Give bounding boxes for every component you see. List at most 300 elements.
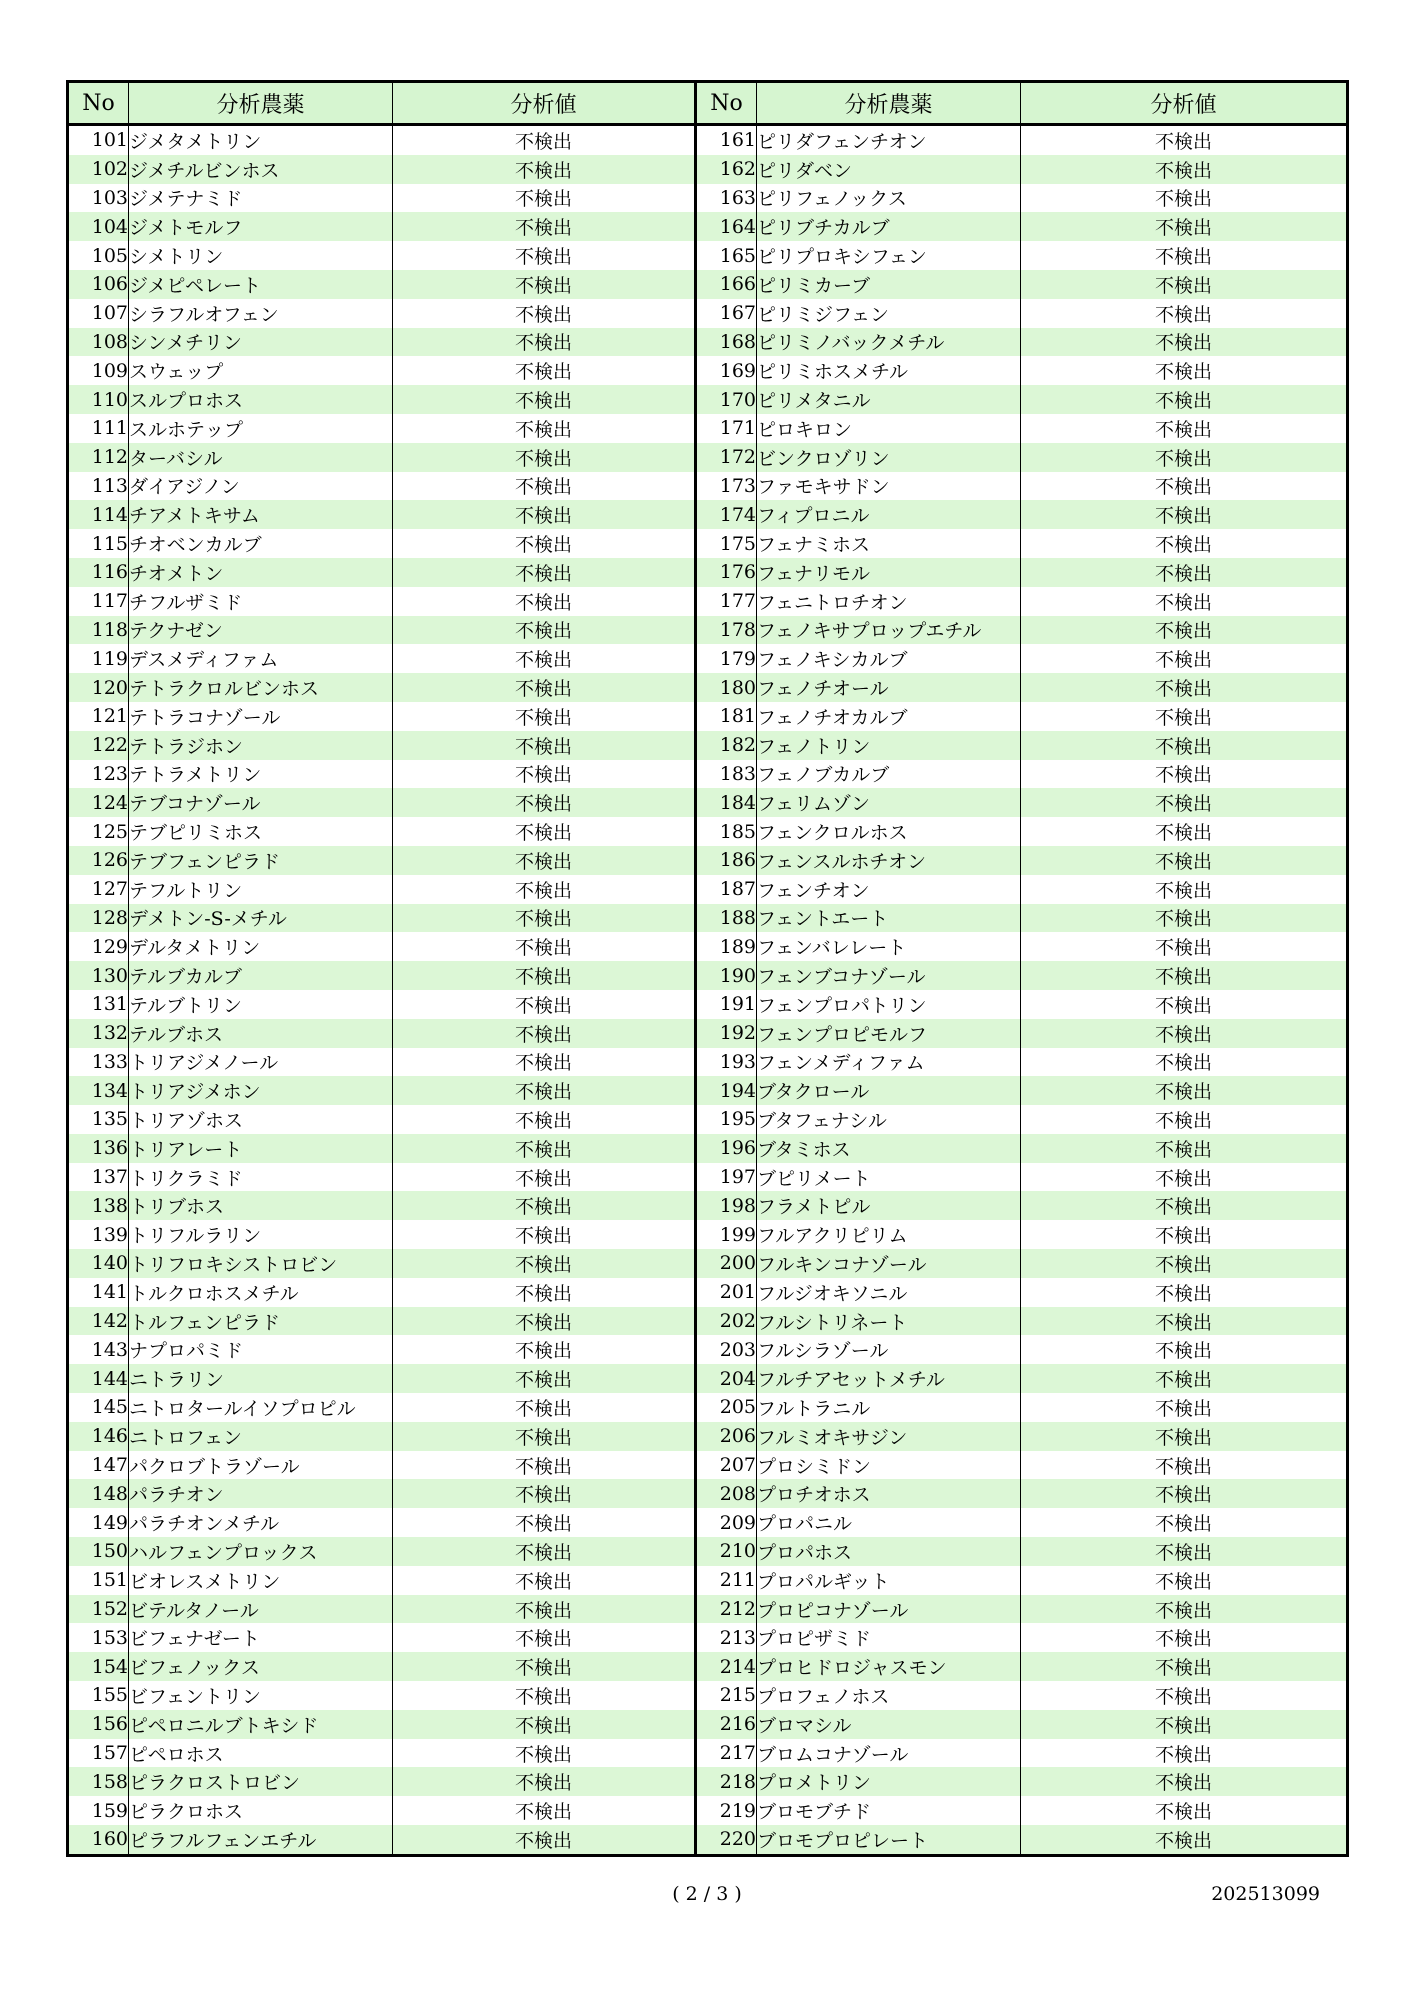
cell-pesticide-right: ファモキサドン: [757, 472, 1021, 501]
table-row: [68, 500, 1348, 529]
table-row: [68, 558, 1348, 587]
cell-value-right: 不検出: [1021, 1249, 1348, 1278]
table-row: [68, 1796, 1348, 1825]
cell-no-right: 195: [696, 1105, 757, 1134]
cell-pesticide-left: シメトリン: [129, 241, 393, 270]
cell-value-left: 不検出: [393, 616, 696, 645]
cell-pesticide-left: ニトラリン: [129, 1364, 393, 1393]
cell-value-right: 不検出: [1021, 1566, 1348, 1595]
cell-pesticide-right: プロピコナゾール: [757, 1595, 1021, 1624]
cell-no-left: 142: [68, 1307, 129, 1336]
cell-no-left: 144: [68, 1364, 129, 1393]
cell-pesticide-right: ピリミカーブ: [757, 270, 1021, 299]
cell-pesticide-right: プロピザミド: [757, 1623, 1021, 1652]
cell-pesticide-right: フルキンコナゾール: [757, 1249, 1021, 1278]
cell-pesticide-right: フルシトリネート: [757, 1307, 1021, 1336]
header-no-left: No: [68, 82, 129, 125]
cell-no-left: 154: [68, 1652, 129, 1681]
cell-pesticide-right: ブタフェナシル: [757, 1105, 1021, 1134]
cell-value-right: 不検出: [1021, 1767, 1348, 1796]
cell-value-left: 不検出: [393, 1451, 696, 1480]
cell-no-left: 159: [68, 1796, 129, 1825]
table-row: [68, 241, 1348, 270]
table-row: [68, 212, 1348, 241]
cell-value-left: 不検出: [393, 1710, 696, 1739]
cell-value-left: 不検出: [393, 1652, 696, 1681]
cell-pesticide-left: ビフェノックス: [129, 1652, 393, 1681]
table-row: [68, 1566, 1348, 1595]
cell-pesticide-right: フルシラゾール: [757, 1335, 1021, 1364]
cell-no-right: 220: [696, 1825, 757, 1855]
cell-pesticide-right: フェンバレレート: [757, 932, 1021, 961]
cell-value-left: 不検出: [393, 1191, 696, 1220]
cell-value-left: 不検出: [393, 1508, 696, 1537]
cell-no-right: 205: [696, 1393, 757, 1422]
cell-no-right: 204: [696, 1364, 757, 1393]
table-row: [68, 1393, 1348, 1422]
table-row: [68, 1623, 1348, 1652]
cell-value-right: 不検出: [1021, 1220, 1348, 1249]
cell-no-left: 134: [68, 1076, 129, 1105]
cell-pesticide-right: フェンクロルホス: [757, 817, 1021, 846]
cell-no-right: 196: [696, 1134, 757, 1163]
cell-no-left: 110: [68, 385, 129, 414]
cell-value-right: 不検出: [1021, 875, 1348, 904]
cell-value-right: 不検出: [1021, 644, 1348, 673]
cell-value-right: 不検出: [1021, 472, 1348, 501]
cell-no-right: 203: [696, 1335, 757, 1364]
cell-value-left: 不検出: [393, 788, 696, 817]
cell-pesticide-left: ジメタメトリン: [129, 125, 393, 155]
cell-value-left: 不検出: [393, 1163, 696, 1192]
table-row: [68, 961, 1348, 990]
cell-no-right: 179: [696, 644, 757, 673]
cell-value-right: 不検出: [1021, 1652, 1348, 1681]
cell-pesticide-right: フェリムゾン: [757, 788, 1021, 817]
cell-no-right: 191: [696, 990, 757, 1019]
cell-value-right: 不検出: [1021, 1623, 1348, 1652]
cell-no-right: 202: [696, 1307, 757, 1336]
cell-no-right: 213: [696, 1623, 757, 1652]
cell-pesticide-right: ピリダフェンチオン: [757, 125, 1021, 155]
cell-no-right: 189: [696, 932, 757, 961]
cell-pesticide-left: チフルザミド: [129, 587, 393, 616]
cell-no-right: 170: [696, 385, 757, 414]
cell-value-right: 不検出: [1021, 1076, 1348, 1105]
cell-pesticide-right: ブロモブチド: [757, 1796, 1021, 1825]
table-row: [68, 270, 1348, 299]
cell-no-right: 217: [696, 1739, 757, 1768]
cell-pesticide-right: ピロキロン: [757, 414, 1021, 443]
cell-no-right: 177: [696, 587, 757, 616]
cell-pesticide-right: ブタミホス: [757, 1134, 1021, 1163]
cell-pesticide-right: フェンプロパトリン: [757, 990, 1021, 1019]
cell-pesticide-right: プロシミドン: [757, 1451, 1021, 1480]
cell-pesticide-left: トリアジメホン: [129, 1076, 393, 1105]
cell-no-left: 131: [68, 990, 129, 1019]
table-row: [68, 1048, 1348, 1077]
cell-value-right: 不検出: [1021, 846, 1348, 875]
cell-pesticide-right: ビンクロゾリン: [757, 443, 1021, 472]
cell-pesticide-left: ビオレスメトリン: [129, 1566, 393, 1595]
table-row: [68, 875, 1348, 904]
cell-no-left: 117: [68, 587, 129, 616]
cell-value-right: 不検出: [1021, 500, 1348, 529]
table-row: [68, 846, 1348, 875]
cell-value-right: 不検出: [1021, 760, 1348, 789]
cell-value-right: 不検出: [1021, 385, 1348, 414]
cell-value-left: 不検出: [393, 1335, 696, 1364]
cell-pesticide-right: フルジオキソニル: [757, 1278, 1021, 1307]
cell-pesticide-left: トルクロホスメチル: [129, 1278, 393, 1307]
cell-pesticide-left: デルタメトリン: [129, 932, 393, 961]
cell-no-left: 140: [68, 1249, 129, 1278]
cell-value-left: 不検出: [393, 328, 696, 357]
cell-pesticide-right: ブロムコナゾール: [757, 1739, 1021, 1768]
cell-pesticide-left: トリフロキシストロビン: [129, 1249, 393, 1278]
cell-pesticide-left: ニトロフェン: [129, 1422, 393, 1451]
cell-value-right: 不検出: [1021, 788, 1348, 817]
table-row: [68, 587, 1348, 616]
table-row: [68, 1307, 1348, 1336]
cell-pesticide-left: テトラジホン: [129, 731, 393, 760]
cell-value-left: 不検出: [393, 1249, 696, 1278]
cell-pesticide-left: ダイアジノン: [129, 472, 393, 501]
cell-no-left: 135: [68, 1105, 129, 1134]
cell-pesticide-left: ビフェントリン: [129, 1681, 393, 1710]
cell-no-right: 214: [696, 1652, 757, 1681]
cell-no-right: 163: [696, 184, 757, 213]
cell-pesticide-right: プロフェノホス: [757, 1681, 1021, 1710]
cell-pesticide-right: プロパホス: [757, 1537, 1021, 1566]
cell-no-right: 198: [696, 1191, 757, 1220]
cell-pesticide-left: デスメディファム: [129, 644, 393, 673]
cell-pesticide-right: フェンメディファム: [757, 1048, 1021, 1077]
cell-pesticide-left: ピペロホス: [129, 1739, 393, 1768]
header-value-right: 分析値: [1021, 82, 1348, 125]
cell-no-left: 136: [68, 1134, 129, 1163]
cell-value-right: 不検出: [1021, 904, 1348, 933]
table-row: [68, 1479, 1348, 1508]
cell-value-right: 不検出: [1021, 125, 1348, 155]
cell-no-left: 124: [68, 788, 129, 817]
cell-value-left: 不検出: [393, 212, 696, 241]
cell-pesticide-right: フェノキシカルブ: [757, 644, 1021, 673]
header-pesticide-right: 分析農薬: [757, 82, 1021, 125]
table-row: [68, 356, 1348, 385]
cell-value-right: 不検出: [1021, 155, 1348, 184]
cell-no-right: 192: [696, 1019, 757, 1048]
cell-value-right: 不検出: [1021, 443, 1348, 472]
cell-no-right: 190: [696, 961, 757, 990]
cell-pesticide-right: フェントエート: [757, 904, 1021, 933]
cell-value-right: 不検出: [1021, 990, 1348, 1019]
cell-value-right: 不検出: [1021, 1739, 1348, 1768]
cell-pesticide-left: ビフェナゼート: [129, 1623, 393, 1652]
cell-value-left: 不検出: [393, 1048, 696, 1077]
header-no-right: No: [696, 82, 757, 125]
cell-pesticide-right: フェンブコナゾール: [757, 961, 1021, 990]
cell-value-left: 不検出: [393, 356, 696, 385]
cell-pesticide-right: フェノキサプロップエチル: [757, 616, 1021, 645]
cell-no-left: 155: [68, 1681, 129, 1710]
table-row: [68, 1681, 1348, 1710]
cell-no-left: 146: [68, 1422, 129, 1451]
table-row: [68, 673, 1348, 702]
cell-value-left: 不検出: [393, 904, 696, 933]
cell-value-right: 不検出: [1021, 731, 1348, 760]
cell-pesticide-left: テクナゼン: [129, 616, 393, 645]
cell-pesticide-right: ピリダベン: [757, 155, 1021, 184]
table-row: [68, 1739, 1348, 1768]
cell-value-left: 不検出: [393, 500, 696, 529]
cell-no-right: 216: [696, 1710, 757, 1739]
header-pesticide-left: 分析農薬: [129, 82, 393, 125]
cell-no-left: 122: [68, 731, 129, 760]
cell-pesticide-left: トリブホス: [129, 1191, 393, 1220]
cell-value-right: 不検出: [1021, 1364, 1348, 1393]
cell-no-left: 160: [68, 1825, 129, 1855]
cell-no-right: 175: [696, 529, 757, 558]
table-row: [68, 817, 1348, 846]
cell-pesticide-right: ブロマシル: [757, 1710, 1021, 1739]
cell-value-left: 不検出: [393, 1105, 696, 1134]
cell-no-right: 176: [696, 558, 757, 587]
cell-no-left: 113: [68, 472, 129, 501]
cell-no-left: 115: [68, 529, 129, 558]
table-row: [68, 731, 1348, 760]
header-value-left: 分析値: [393, 82, 696, 125]
cell-value-right: 不検出: [1021, 1537, 1348, 1566]
cell-value-left: 不検出: [393, 241, 696, 270]
cell-pesticide-right: フェノチオカルブ: [757, 702, 1021, 731]
cell-value-right: 不検出: [1021, 1105, 1348, 1134]
pesticide-results-table: [66, 80, 1349, 1857]
cell-value-left: 不検出: [393, 990, 696, 1019]
cell-pesticide-right: ピリブチカルブ: [757, 212, 1021, 241]
cell-pesticide-left: テルブトリン: [129, 990, 393, 1019]
cell-value-right: 不検出: [1021, 1019, 1348, 1048]
cell-no-left: 128: [68, 904, 129, 933]
cell-pesticide-left: テルブカルブ: [129, 961, 393, 990]
cell-no-right: 187: [696, 875, 757, 904]
cell-no-right: 186: [696, 846, 757, 875]
cell-no-left: 103: [68, 184, 129, 213]
cell-pesticide-left: トリアゾホス: [129, 1105, 393, 1134]
cell-no-right: 183: [696, 760, 757, 789]
cell-no-left: 156: [68, 1710, 129, 1739]
cell-value-left: 不検出: [393, 155, 696, 184]
cell-no-left: 107: [68, 299, 129, 328]
table-row: [68, 788, 1348, 817]
cell-pesticide-left: スルプロホス: [129, 385, 393, 414]
cell-value-left: 不検出: [393, 184, 696, 213]
cell-value-left: 不検出: [393, 414, 696, 443]
table-row: [68, 1019, 1348, 1048]
cell-no-left: 130: [68, 961, 129, 990]
report-id: 202513099: [1211, 1883, 1320, 1905]
cell-value-left: 不検出: [393, 731, 696, 760]
cell-value-right: 不検出: [1021, 1307, 1348, 1336]
cell-value-left: 不検出: [393, 472, 696, 501]
cell-no-right: 167: [696, 299, 757, 328]
table-row: [68, 1220, 1348, 1249]
cell-value-left: 不検出: [393, 1681, 696, 1710]
cell-value-right: 不検出: [1021, 1479, 1348, 1508]
table-row: [68, 385, 1348, 414]
cell-value-right: 不検出: [1021, 1163, 1348, 1192]
cell-value-left: 不検出: [393, 1422, 696, 1451]
cell-no-left: 143: [68, 1335, 129, 1364]
cell-no-left: 101: [68, 125, 129, 155]
cell-no-left: 105: [68, 241, 129, 270]
cell-no-right: 215: [696, 1681, 757, 1710]
cell-no-right: 185: [696, 817, 757, 846]
cell-pesticide-right: フェノブカルブ: [757, 760, 1021, 789]
cell-no-left: 106: [68, 270, 129, 299]
cell-pesticide-right: ピリミノバックメチル: [757, 328, 1021, 357]
cell-no-left: 141: [68, 1278, 129, 1307]
cell-value-right: 不検出: [1021, 1710, 1348, 1739]
cell-no-left: 125: [68, 817, 129, 846]
cell-pesticide-left: テフルトリン: [129, 875, 393, 904]
cell-pesticide-left: テブコナゾール: [129, 788, 393, 817]
cell-value-right: 不検出: [1021, 961, 1348, 990]
table-row: [68, 1710, 1348, 1739]
table-row: [68, 644, 1348, 673]
cell-value-left: 不検出: [393, 1537, 696, 1566]
table-row: [68, 328, 1348, 357]
cell-value-left: 不検出: [393, 1278, 696, 1307]
cell-pesticide-right: フルトラニル: [757, 1393, 1021, 1422]
cell-pesticide-right: ピリミジフェン: [757, 299, 1021, 328]
cell-pesticide-right: フェンプロピモルフ: [757, 1019, 1021, 1048]
table-row: [68, 184, 1348, 213]
cell-value-right: 不検出: [1021, 702, 1348, 731]
cell-no-left: 147: [68, 1451, 129, 1480]
cell-pesticide-right: プロチオホス: [757, 1479, 1021, 1508]
cell-value-left: 不検出: [393, 961, 696, 990]
cell-no-left: 118: [68, 616, 129, 645]
cell-value-right: 不検出: [1021, 1451, 1348, 1480]
cell-no-left: 112: [68, 443, 129, 472]
cell-pesticide-right: ピリミホスメチル: [757, 356, 1021, 385]
cell-value-right: 不検出: [1021, 1134, 1348, 1163]
table-row: [68, 1451, 1348, 1480]
cell-pesticide-left: パラチオン: [129, 1479, 393, 1508]
cell-no-left: 133: [68, 1048, 129, 1077]
table-row: [68, 155, 1348, 184]
cell-pesticide-left: テブフェンピラド: [129, 846, 393, 875]
cell-pesticide-left: ピペロニルブトキシド: [129, 1710, 393, 1739]
cell-value-right: 不検出: [1021, 1393, 1348, 1422]
cell-pesticide-left: テトラコナゾール: [129, 702, 393, 731]
cell-value-left: 不検出: [393, 702, 696, 731]
cell-value-left: 不検出: [393, 1796, 696, 1825]
cell-value-left: 不検出: [393, 673, 696, 702]
cell-pesticide-right: フェンスルホチオン: [757, 846, 1021, 875]
cell-no-left: 157: [68, 1739, 129, 1768]
cell-value-left: 不検出: [393, 932, 696, 961]
cell-no-left: 109: [68, 356, 129, 385]
cell-no-left: 129: [68, 932, 129, 961]
cell-no-right: 168: [696, 328, 757, 357]
table-row: [68, 299, 1348, 328]
cell-no-right: 173: [696, 472, 757, 501]
cell-value-right: 不検出: [1021, 616, 1348, 645]
table-row: [68, 529, 1348, 558]
cell-pesticide-right: プロメトリン: [757, 1767, 1021, 1796]
cell-pesticide-right: ブロモプロピレート: [757, 1825, 1021, 1855]
cell-value-left: 不検出: [393, 1595, 696, 1624]
cell-no-right: 219: [696, 1796, 757, 1825]
cell-pesticide-right: ピリプロキシフェン: [757, 241, 1021, 270]
cell-pesticide-left: トリフルラリン: [129, 1220, 393, 1249]
cell-pesticide-left: トリアジメノール: [129, 1048, 393, 1077]
table-row: [68, 1105, 1348, 1134]
cell-value-right: 不検出: [1021, 558, 1348, 587]
cell-no-left: 111: [68, 414, 129, 443]
cell-value-right: 不検出: [1021, 299, 1348, 328]
cell-value-right: 不検出: [1021, 1681, 1348, 1710]
cell-no-right: 193: [696, 1048, 757, 1077]
cell-value-left: 不検出: [393, 644, 696, 673]
cell-value-left: 不検出: [393, 587, 696, 616]
cell-pesticide-left: テトラメトリン: [129, 760, 393, 789]
cell-value-left: 不検出: [393, 125, 696, 155]
cell-no-left: 153: [68, 1623, 129, 1652]
cell-no-left: 114: [68, 500, 129, 529]
cell-pesticide-right: フルミオキサジン: [757, 1422, 1021, 1451]
cell-no-left: 137: [68, 1163, 129, 1192]
table-row: [68, 616, 1348, 645]
cell-value-right: 不検出: [1021, 1825, 1348, 1855]
cell-no-left: 127: [68, 875, 129, 904]
cell-value-right: 不検出: [1021, 1422, 1348, 1451]
cell-no-right: 161: [696, 125, 757, 155]
cell-no-right: 206: [696, 1422, 757, 1451]
cell-value-right: 不検出: [1021, 673, 1348, 702]
cell-no-right: 209: [696, 1508, 757, 1537]
cell-no-right: 184: [696, 788, 757, 817]
cell-no-right: 197: [696, 1163, 757, 1192]
cell-value-right: 不検出: [1021, 1508, 1348, 1537]
cell-value-right: 不検出: [1021, 184, 1348, 213]
cell-pesticide-right: フラメトピル: [757, 1191, 1021, 1220]
table-row: [68, 1278, 1348, 1307]
cell-no-left: 104: [68, 212, 129, 241]
cell-pesticide-left: スルホテップ: [129, 414, 393, 443]
cell-value-left: 不検出: [393, 443, 696, 472]
cell-pesticide-right: フェンチオン: [757, 875, 1021, 904]
cell-pesticide-right: フェノチオール: [757, 673, 1021, 702]
cell-pesticide-left: トリアレート: [129, 1134, 393, 1163]
cell-value-left: 不検出: [393, 817, 696, 846]
cell-pesticide-left: ジメテナミド: [129, 184, 393, 213]
table-row: [68, 1163, 1348, 1192]
cell-value-left: 不検出: [393, 1307, 696, 1336]
table-row: [68, 904, 1348, 933]
cell-pesticide-right: フェニトロチオン: [757, 587, 1021, 616]
cell-value-left: 不検出: [393, 760, 696, 789]
cell-no-left: 145: [68, 1393, 129, 1422]
cell-no-right: 212: [696, 1595, 757, 1624]
table-row: [68, 1652, 1348, 1681]
cell-pesticide-right: ブタクロール: [757, 1076, 1021, 1105]
table-row: [68, 1249, 1348, 1278]
table-row: [68, 932, 1348, 961]
cell-value-left: 不検出: [393, 1739, 696, 1768]
